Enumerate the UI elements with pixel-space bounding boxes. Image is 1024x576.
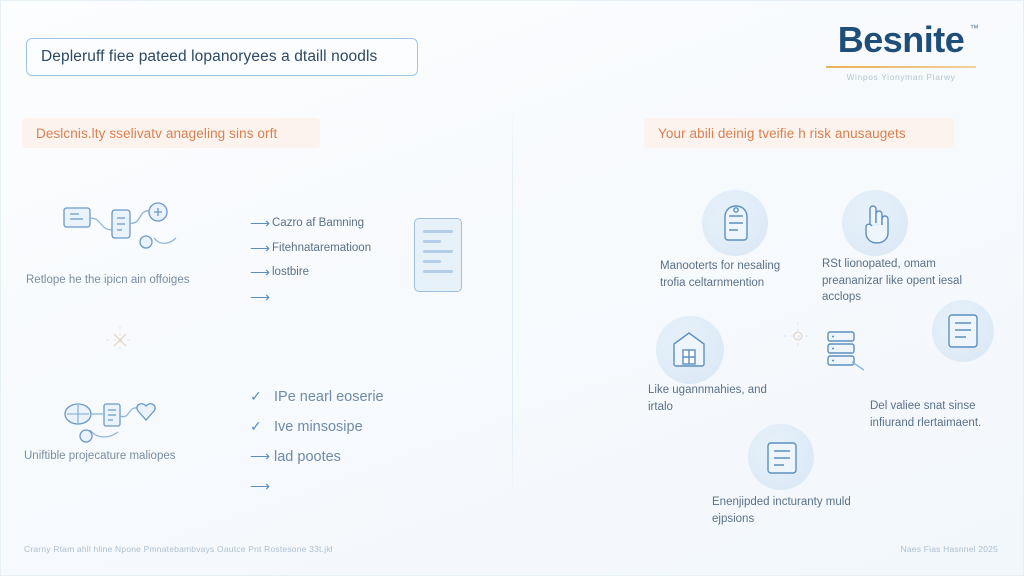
document-lines-icon (414, 218, 462, 292)
right-item-1-label: Manooterts for nesaling trofia celtarnmention (660, 260, 781, 289)
left-caption-top: Retlope he the ipicn ain offoiges (26, 274, 190, 286)
arrow-right-icon: ⟶ (250, 478, 271, 494)
list-item (250, 418, 460, 435)
analytics-flow-icon (60, 392, 172, 450)
page-title (26, 38, 418, 76)
brand-divider (826, 66, 976, 68)
right-item-3-label: Like ugannmahies, and irtalo (648, 384, 767, 413)
brand-logo (806, 19, 996, 82)
list-item-label: lostbire (272, 266, 310, 279)
list-item (250, 478, 460, 495)
list-item-label: Fitehnatarematioon (272, 241, 372, 254)
list-document-icon (762, 438, 802, 478)
list-item (250, 448, 460, 465)
list-item-label: IPe nearl eoserie (274, 388, 384, 405)
section-header-right-text: Your abili deinig tveifie h risk anusaugets (658, 125, 906, 141)
arrow-right-icon: ⟶ (250, 288, 271, 305)
right-item-4-label: Del valiee snat sinse infiurand rlertaimaent. (870, 400, 982, 429)
arrow-right-icon: ⟶ (250, 215, 271, 231)
check-icon: ✓ (250, 388, 262, 404)
server-stack-icon (822, 326, 866, 372)
footer-left-text: Crarny Rtam ahll hline Npone Pmnatebambvays Oautce Pnt Rostesone 33t.jkl (24, 544, 333, 554)
panel-line (423, 260, 441, 263)
page-title-text: Depleruff fiee pateed lopanoryees a dtaill noodls (41, 48, 378, 65)
section-header-right (644, 118, 954, 148)
left-arrow-list (250, 216, 400, 314)
arrow-right-icon: ⟶ (250, 264, 271, 281)
hand-gesture-icon (856, 200, 896, 244)
list-item (250, 290, 400, 305)
crosshair-marker-icon (778, 316, 818, 356)
section-header-left-text: Deslcnis.lty sselivatv anageling sins orft (36, 125, 278, 141)
column-divider (512, 104, 513, 504)
brand-name-wrap (837, 19, 979, 60)
crosshair-marker-icon (100, 320, 140, 360)
arrow-right-icon: ⟶ (250, 448, 271, 464)
network-devices-icon (58, 198, 178, 260)
arrow-right-icon: ⟶ (250, 239, 271, 256)
panel-line (423, 250, 453, 253)
brand-tagline: Winpos Yionyman Plarwy (846, 72, 956, 82)
list-item-label: Cazro af Bamning (272, 217, 365, 229)
right-item-5-label: Enenjipded incturanty muld ejpsions (712, 496, 851, 525)
panel-line (423, 270, 453, 273)
left-check-list (250, 388, 460, 508)
left-caption-bottom: Uniftible projecature maliopes (24, 450, 176, 462)
section-header-left (22, 118, 320, 148)
panel-line (423, 230, 453, 233)
panel-line (423, 240, 441, 243)
brand-name: Besnite (837, 19, 965, 60)
footer-right-text: Naes Fias Hasnnel 2025 (900, 544, 998, 554)
building-icon (668, 328, 710, 370)
checklist-document-icon (942, 310, 984, 352)
list-item (250, 241, 400, 257)
list-item-label: lad pootes (274, 448, 341, 465)
tag-lock-icon (718, 202, 754, 244)
list-item (250, 388, 460, 405)
list-item (250, 265, 400, 281)
list-item (250, 216, 400, 232)
check-icon: ✓ (250, 418, 262, 434)
list-item-label: Ive minsosipe (274, 418, 363, 435)
right-item-2-label: RSt lionopated, omam preananizar like opent iesal acclops (822, 258, 963, 304)
trademark-icon: ™ (969, 23, 979, 33)
